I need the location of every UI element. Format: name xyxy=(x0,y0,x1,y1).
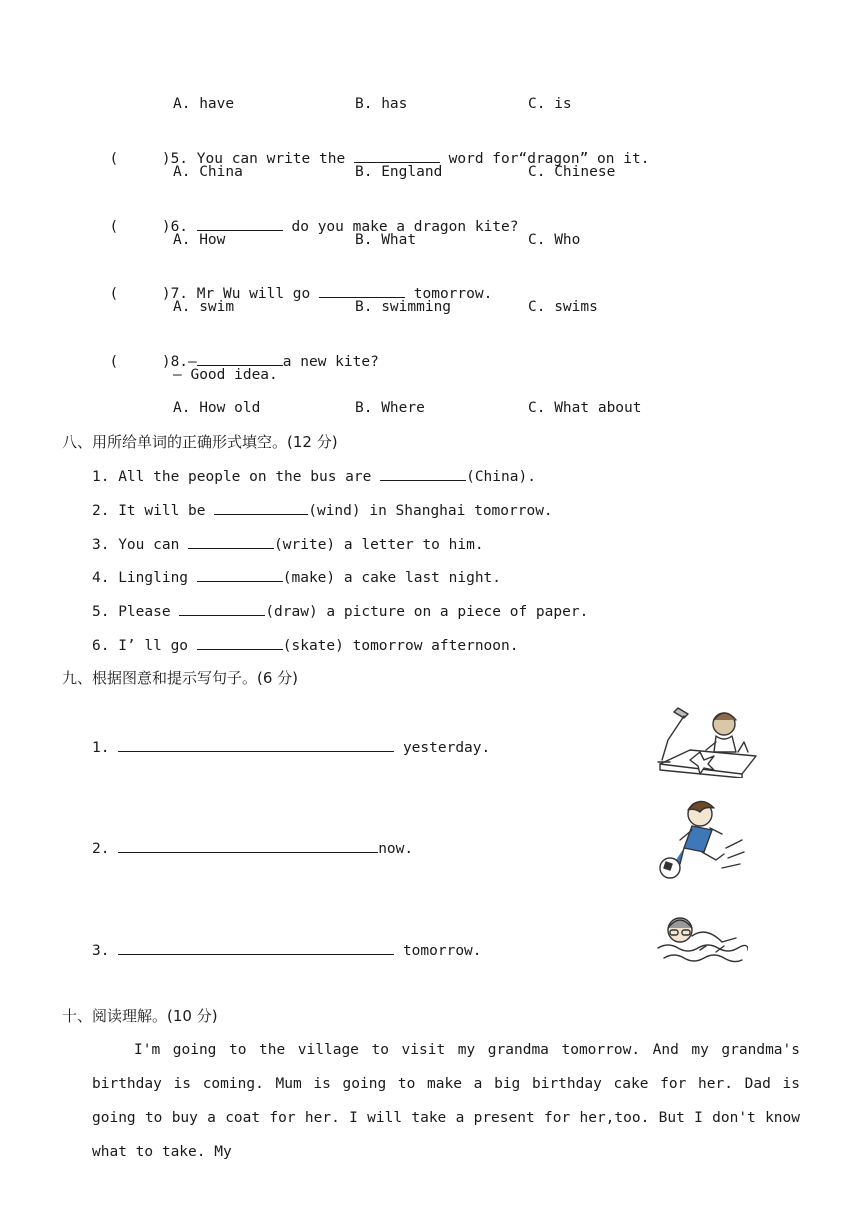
answer-blank[interactable] xyxy=(197,351,283,366)
q4-option-b: B. has xyxy=(355,96,408,112)
dialogue-dash: — xyxy=(188,354,197,370)
answer-blank[interactable] xyxy=(179,601,265,616)
answer-line[interactable] xyxy=(118,940,394,955)
question-6 xyxy=(92,196,519,237)
q8-option-a: A. How old xyxy=(173,400,261,416)
q5-option-a: A. China xyxy=(173,164,243,180)
q5-option-c: C. Chinese xyxy=(528,164,616,180)
answer-blank[interactable] xyxy=(197,635,283,650)
girl-drawing-illustration xyxy=(656,704,760,778)
section-10-title: 十、阅读理解。(10 分) xyxy=(62,1007,218,1025)
answer-blank[interactable] xyxy=(380,466,466,481)
question-text: Mr Wu will go xyxy=(196,286,311,302)
answer-bracket: ( )5. xyxy=(109,151,189,167)
q4-option-c: C. is xyxy=(528,96,572,112)
q7-option-c: C. swims xyxy=(528,299,598,315)
q8-option-b: B. Where xyxy=(355,400,425,416)
section-9-item-1: 1. yesterday. xyxy=(92,737,490,758)
q4-option-a: A. have xyxy=(173,96,235,112)
answer-bracket: ( )8. xyxy=(109,354,189,370)
answer-bracket: ( )7. xyxy=(109,286,189,302)
question-text: a new kite? xyxy=(282,354,379,370)
section-8-title: 八、用所给单词的正确形式填空。(12 分) xyxy=(62,433,338,451)
reading-passage xyxy=(92,1033,800,1169)
section-8-item-5: 5. Please (draw) a picture on a piece of paper. xyxy=(92,601,588,622)
question-text: You can write the xyxy=(196,151,346,167)
answer-bracket: ( )6. xyxy=(109,219,189,235)
q8-option-c: C. What about xyxy=(528,400,642,416)
q6-option-a: A. How xyxy=(173,232,226,248)
answer-blank[interactable] xyxy=(214,500,308,515)
q5-option-b: B. England xyxy=(355,164,443,180)
boy-football-illustration xyxy=(656,798,748,884)
q6-option-c: C. Who xyxy=(528,232,581,248)
section-8-item-3: 3. You can (write) a letter to him. xyxy=(92,534,484,555)
q6-option-b: B. What xyxy=(355,232,417,248)
question-text: tomorrow. xyxy=(413,286,493,302)
section-8-item-6: 6. I’ ll go (skate) tomorrow afternoon. xyxy=(92,635,518,656)
answer-line[interactable] xyxy=(118,737,394,752)
swimmer-illustration xyxy=(656,910,748,972)
q7-option-b: B. swimming xyxy=(355,299,452,315)
question-text: word for“dragon” on it. xyxy=(448,151,650,167)
question-text: do you make a dragon kite? xyxy=(291,219,519,235)
q8-reply: — Good idea. xyxy=(173,367,278,383)
section-8-item-2: 2. It will be (wind) in Shanghai tomorrow. xyxy=(92,500,553,521)
section-8-item-1: 1. All the people on the bus are (China). xyxy=(92,466,536,487)
section-8-item-4: 4. Lingling (make) a cake last night. xyxy=(92,567,501,588)
answer-blank[interactable] xyxy=(188,534,274,549)
answer-blank[interactable] xyxy=(354,148,440,163)
section-9-item-2: 2. now. xyxy=(92,838,413,859)
q7-option-a: A. swim xyxy=(173,299,235,315)
passage-text: I'm going to the village to visit my grandma tomorrow. And my grandma's birthday is coming. Mum is going to make a big birthday cake for her. Dad is going to buy a coat for her. I will take a present for her,too. But I don't know what to take. My xyxy=(92,1042,800,1160)
answer-blank[interactable] xyxy=(197,567,283,582)
section-9-item-3: 3. tomorrow. xyxy=(92,940,482,961)
answer-blank[interactable] xyxy=(319,283,405,298)
answer-line[interactable] xyxy=(118,838,378,853)
section-9-title: 九、根据图意和提示写句子。(6 分) xyxy=(62,669,299,687)
answer-blank[interactable] xyxy=(197,216,283,231)
